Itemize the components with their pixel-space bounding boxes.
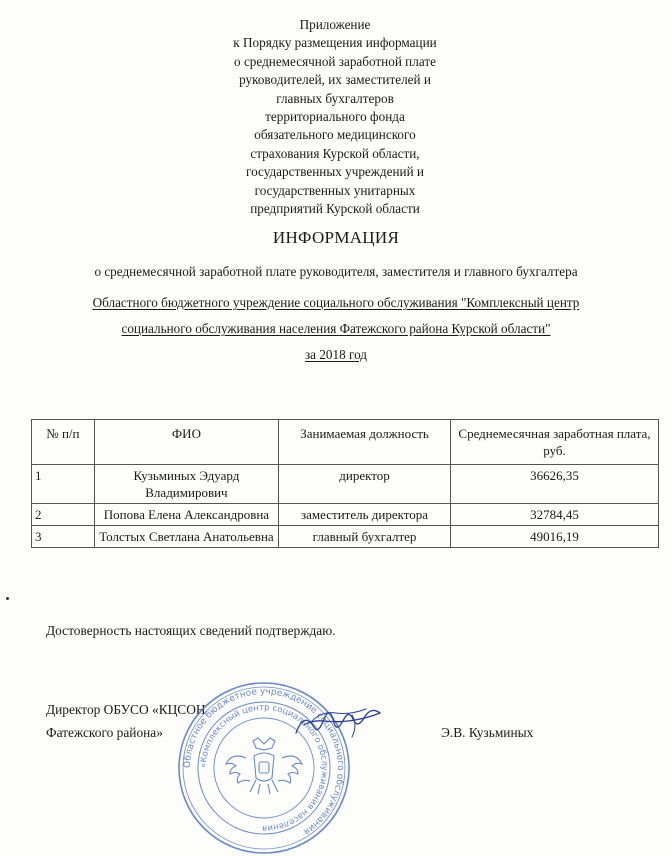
appendix-line: предприятий Курской области — [250, 201, 420, 217]
appendix-line: страхования Курской области, — [250, 145, 420, 161]
seal-outer-text: Областное бюджетное учреждение социального обслуживания — [182, 686, 346, 837]
header-fio: ФИО — [94, 420, 278, 465]
appendix-line: государственных учреждений и — [246, 164, 424, 180]
row-fio: Попова Елена Александровна — [94, 504, 278, 526]
appendix-line: главных бухгалтеров — [276, 90, 394, 106]
row-salary: 49016,19 — [451, 526, 659, 548]
row-position: главный бухгалтер — [279, 526, 451, 548]
table-row — [32, 504, 659, 526]
eagle-emblem-icon — [226, 738, 302, 794]
row-fio: Кузьминых Эдуард Владимирович — [94, 465, 278, 504]
handwritten-signature — [292, 703, 402, 753]
row-num: 2 — [32, 504, 95, 526]
confirmation-text: Достоверность настоящих сведений подтверждаю. — [46, 623, 336, 638]
salary-table — [31, 419, 659, 548]
appendix-line: территориального фонда — [265, 109, 405, 125]
organization-line-1: Областного бюджетного учреждение социального обслуживания "Комплексный центр — [92, 295, 580, 310]
signatory-title-line-2: Фатежского района» — [46, 725, 163, 740]
header-salary: Среднемесячная заработная плата, руб. — [451, 420, 659, 465]
row-num: 3 — [32, 526, 95, 548]
row-salary: 32784,45 — [451, 504, 659, 526]
table-header-row — [32, 420, 659, 465]
document-title: ИНФОРМАЦИЯ — [272, 228, 400, 247]
document-subtitle: о среднемесячной заработной плате руководителя, заместителя и главного бухгалтера — [94, 264, 578, 279]
report-period: за 2018 год — [304, 347, 368, 362]
row-position: заместитель директора — [279, 504, 451, 526]
appendix-line: обязательного медицинского — [254, 127, 416, 143]
row-num: 1 — [32, 465, 95, 504]
header-num: № п/п — [32, 420, 95, 465]
table-row — [32, 465, 659, 504]
organization-line-2: социального обслуживания населения Фатежского района Курской области" — [121, 321, 551, 336]
signatory-title-line-1: Директор ОБУСО «КЦСОН — [46, 702, 206, 717]
appendix-line: к Порядку размещения информации — [233, 35, 437, 51]
row-position: директор — [279, 465, 451, 504]
appendix-line: Приложение — [299, 17, 371, 32]
appendix-line: о среднемесячной заработной плате — [234, 53, 436, 69]
appendix-block — [200, 16, 470, 218]
row-salary: 36626,35 — [451, 465, 659, 504]
row-fio: Толстых Светлана Анатольевна — [94, 526, 278, 548]
signatory-name: Э.В. Кузьминых — [441, 725, 534, 740]
appendix-line: государственных унитарных — [254, 182, 416, 198]
header-position: Занимаемая должность — [279, 420, 451, 465]
scan-speck — [6, 597, 9, 600]
organization-block — [30, 290, 642, 368]
appendix-line: руководителей, их заместителей и — [239, 72, 431, 88]
seal-inner-text: «Комплексный центр социального обслуживания населения — [198, 702, 330, 834]
table-row — [32, 526, 659, 548]
